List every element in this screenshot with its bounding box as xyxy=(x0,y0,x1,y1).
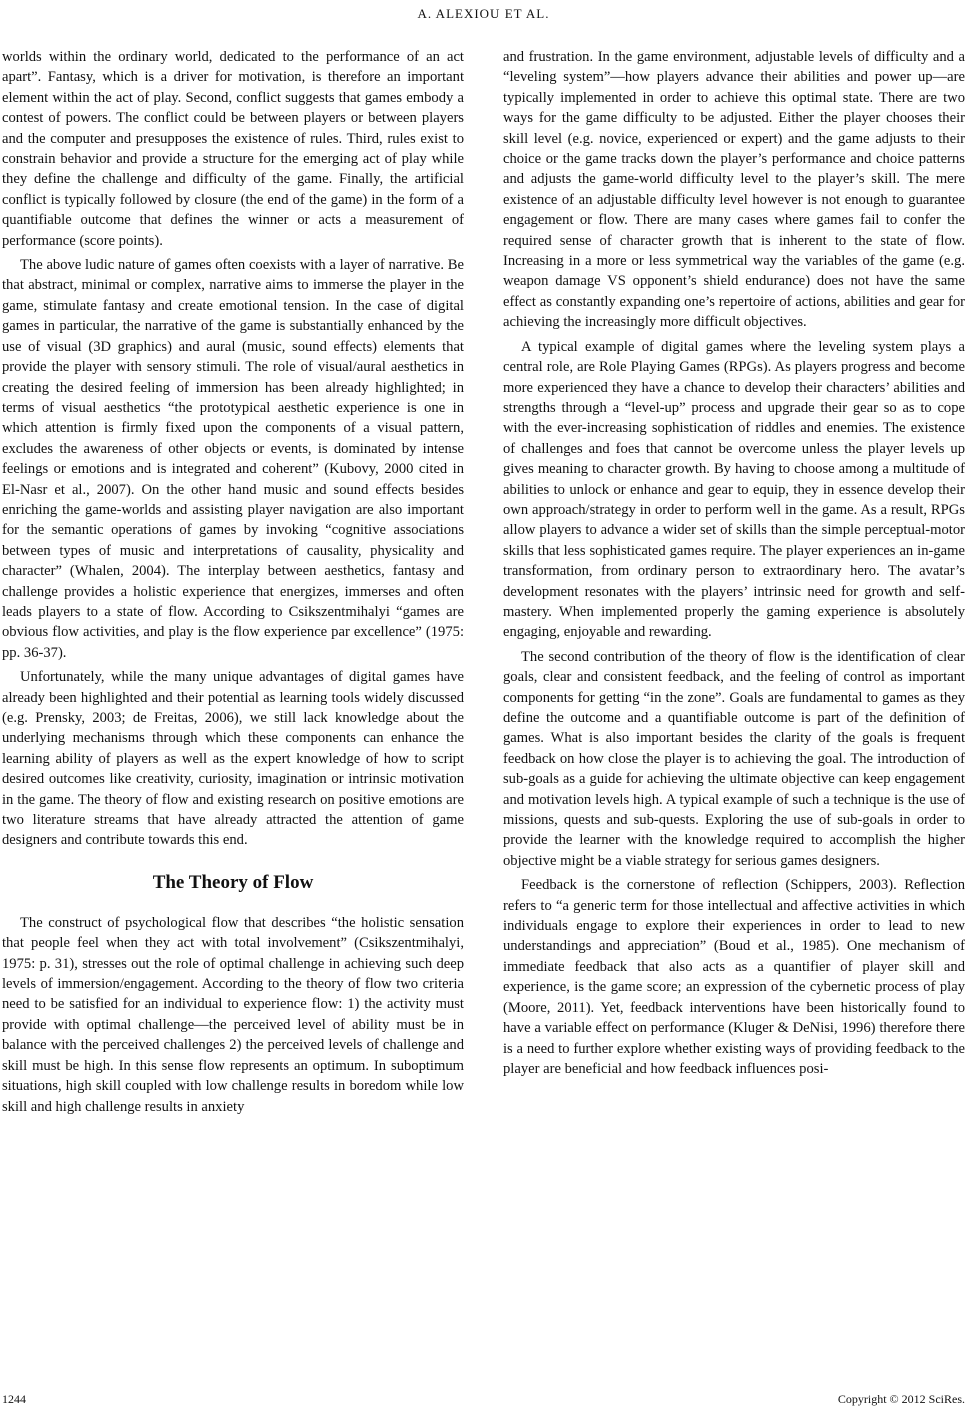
page-number: 1244 xyxy=(2,1392,26,1406)
paragraph: A typical example of digital games where the leveling system plays a central role, are Role Playing Games (RPGs). As players progress and become more experienced they have a chance to develop their characters’ abilities and strengths through a “level-up” process and upgrade their gear so as to cope with the ever-increasing sophistication of riddles and enemies. The existence of challenges and foes that cannot be overcome unless the player levels up gives meaning to character growth. By having to choose among a multitude of abilities to unlock or enhance and gear to equip, they in essence develop their own approach/strategy in order to perform well in the game. As a result, RPGs allow players to advance a wider set of skills than the simple perceptual-motor skills that less sophisticated games require. The player experiences an in-game transformation, from ordinary person to extraordinary hero. The avatar’s development resonates with the players’ intrinsic need for growth and self-mastery. When implemented properly the gaming experience is absolutely engaging, enjoyable and rewarding. xyxy=(503,338,965,641)
right-column xyxy=(503,47,965,1079)
paragraph: worlds within the ordinary world, dedicated to the performance of an act apart”. Fantasy, which is a driver for motivation, is therefore an important element within the act of play. Second, conflict suggests that games embody a contest of powers. The conflict could be between players or between players and the computer and presupposes the existence of rules. Third, rules exist to constrain behavior and provide a structure for the emerging act of play while they define the challenge and difficulty of the game. Finally, the artificial conflict is typically followed by closure (the end of the game) in the form of a quantifiable outcome that defines the winner or acts a measurement of performance (score points). xyxy=(2,49,464,249)
paragraph: and frustration. In the game environment, adjustable levels of difficulty and a “leveling system”—how players advance their abilities and power up—are typically implemented in order to achieve this optimal state. There are two ways for the game difficulty to be adjusted. Either the player chooses their skill level (e.g. novice, experienced or expert) and the game adjusts to their choice or the game tracks down the player’s performance and choice patterns and adjusts the game-world difficulty level to the player’s skill. The mere existence of an adjustable difficulty level however is not enough to guarantee engagement or flow. There are many cases where games fail to confer the required sense of character growth that is inherent to the state of flow. Increasing in a more or less symmetrical way the variables of the game (e.g. weapon damage VS opponent’s shield endurance) does not have the same effect as constantly expanding one’s repertoire of actions, abilities and gear for achieving the increasingly more difficult objectives. xyxy=(503,49,965,331)
paragraph: The above ludic nature of games often coexists with a layer of narrative. Be that abstract, minimal or complex, narrative aims to immerse the player in the game, stimulate fantasy and create emotional tension. In the case of digital games in particular, the narrative of the game is substantially enhanced by the use of visual (3D graphics) and aural (music, sound effects) elements that provide the player with sensory stimuli. The role of visual/aural aesthetics in creating the desired feeling of immersion has been already highlighted; in terms of visual aesthetics “the prototypical aesthetic experience is one in which attention is firmly fixed upon the components of a visual pattern, excludes the awareness of other objects or events, is dominated by intense feelings or emotions and is integrated and coherent” (Kubovy, 2000 cited in El-Nasr et al., 2007). On the other hand music and sound effects besides enriching the game-worlds and assisting player navigation are also important for the semantic operations of games by invoking “cognitive associations between types of music and interpretations of causality, physicality and character” (Whalen, 2004). The interplay between aesthetics, fantasy and challenge provides a holistic experience that energizes, immerses and often leads players to a state of flow. According to Csikszentmihalyi “games are obvious flow activities, and play is the flow experience par excellence” (1975: pp. 36-37). xyxy=(2,257,464,661)
running-head: A. ALEXIOU ET AL. xyxy=(417,6,550,21)
left-column xyxy=(2,47,464,1117)
paragraph: Feedback is the cornerstone of reflection (Schippers, 2003). Reflection refers to “a generic term for those intellectual and affective activities in which individuals engage to explore their experiences in order to lead to new understandings and appreciation” (Boud et al., 1985). One mechanism of immediate feedback that also acts as a quantifier of player skill and experience, is the game score; an expression of the cybernetic process of play (Moore, 2011). Yet, feedback interventions have been historically found to have a variable effect on performance (Kluger & DeNisi, 1996) therefore there is a need to further explore whether existing ways of providing feedback to the player are beneficial and how feedback influences posi- xyxy=(503,877,965,1077)
paragraph: Unfortunately, while the many unique advantages of digital games have already been highlighted and their potential as learning tools widely discussed (e.g. Prensky, 2003; de Freitas, 2006), we still lack knowledge about the underlying mechanisms through which these components can enhance the learning ability of players as well as the expert knowledge of how to script desired outcomes like creativity, curiosity, imagination or intrinsic motivation in the game. The theory of flow and existing research on positive emotions are two literature streams that have already attracted the attention of game designers and contribute towards this end. xyxy=(2,669,464,849)
paragraph: The construct of psychological flow that describes “the holistic sensation that people feel when they act with total involvement” (Csikszentmihalyi, 1975: p. 31), stresses out the role of optimal challenge in achieving such deep levels of immersion/engagement. According to the theory of flow two criteria need to be satisfied for an individual to experience flow: 1) the activity must provide with optimal challenge—the perceived level of ability must be in balance with the perceived challenges 2) the perceived levels of challenge and skill must be high. In this sense flow represents an optimum. In suboptimum situations, high skill coupled with low challenge results in boredom while low skill and high challenge results in anxiety xyxy=(2,914,464,1115)
copyright-notice: Copyright © 2012 SciRes. xyxy=(837,1392,965,1406)
section-heading: The Theory of Flow xyxy=(152,871,314,893)
paragraph: The second contribution of the theory of flow is the identification of clear goals, clear and consistent feedback, and the feeling of control as important components for getting “in the zone”. Goals are fundamental to games as they define the outcome and a quantifiable outcome is part of the definition of games. What is also important besides the clarity of the goals is frequent feedback on how close the player is to achieving the goal. The introduction of sub-goals as a guide for achieving the ultimate objective can keep engagement and motivation levels high. A typical example of such a technique is the use of missions, quests and sub-quests. Exploring the use of sub-goals in order to provide the learner with the knowledge required to accomplish the higher objective might be a viable strategy for serious games designers. xyxy=(503,648,965,869)
